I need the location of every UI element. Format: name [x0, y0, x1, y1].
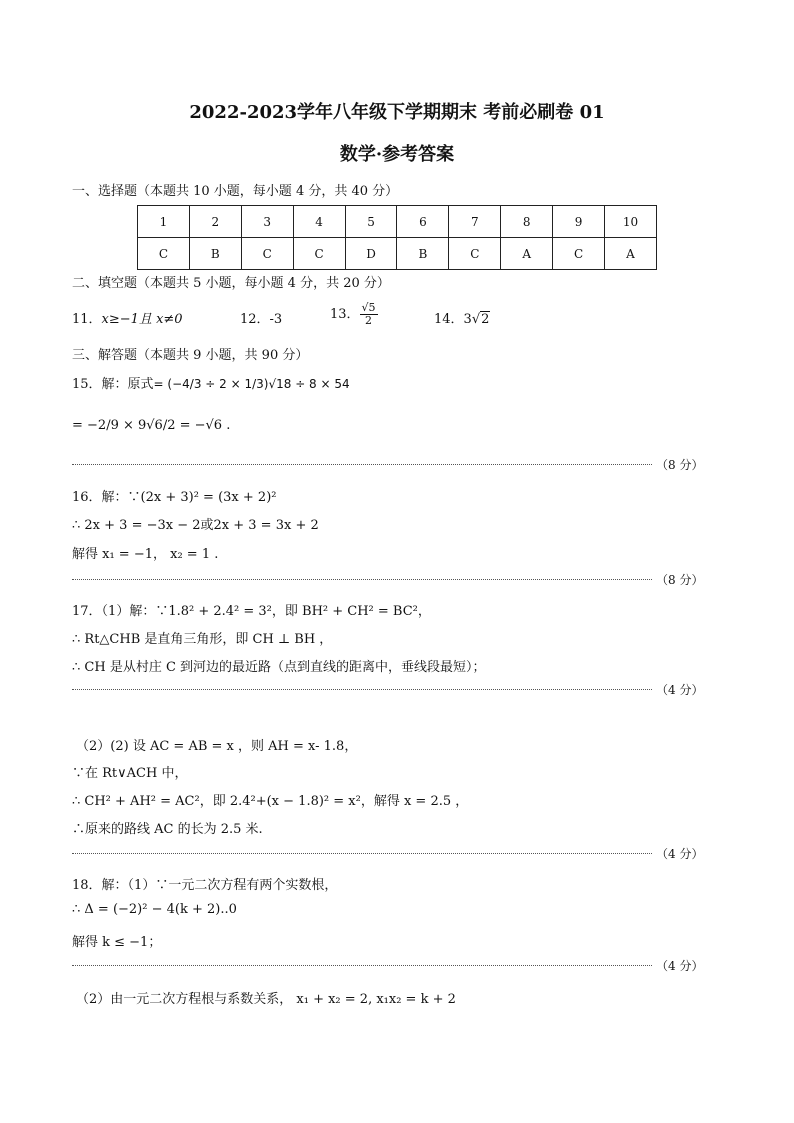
question-number-cell: 3 [241, 206, 293, 238]
answer-q14: 14．3√2 [434, 312, 490, 327]
question-number-cell: 8 [501, 206, 553, 238]
question-number-cell: 7 [449, 206, 501, 238]
answer-cell: A [501, 238, 553, 270]
section-heading-choice: 一、选择题（本题共 10 小题，每小题 4 分，共 40 分） [72, 184, 399, 199]
q17-line7: ∴原来的路线 AC 的长为 2.5 米. [72, 822, 263, 837]
answer-cell: B [397, 238, 449, 270]
q16-line3: 解得 x₁ = −1， x₂ = 1 . [72, 547, 219, 562]
dotted-leader [72, 689, 652, 690]
q14-label: 14． [434, 312, 464, 327]
dotted-leader [72, 853, 652, 854]
q18-line1: 18．解：（1）∵一元二次方程有两个实数根， [72, 878, 338, 893]
page-title: 2022-2023学年八年级下学期期末 考前必刷卷 01 [189, 102, 605, 123]
answer-table [137, 205, 657, 270]
answer-cell: D [345, 238, 397, 270]
q17-score2: （4 分） [656, 847, 704, 861]
answer-cell: C [553, 238, 605, 270]
page-subtitle: 数学·参考答案 [339, 144, 455, 165]
q13-denominator: 2 [365, 314, 373, 327]
answer-cell: A [605, 238, 657, 270]
q17-line3: ∴ CH 是从村庄 C 到河边的最近路（点到直线的距离中，垂线段最短）； [72, 660, 486, 675]
question-number-cell: 2 [189, 206, 241, 238]
q18-line3: 解得 k ≤ −1； [72, 935, 162, 950]
section-heading-solve: 三、解答题（本题共 9 小题，共 90 分） [72, 348, 309, 363]
q17-line2: ∴ Rt△CHB 是直角三角形，即 CH ⊥ BH ， [72, 632, 333, 647]
answer-table-answer-row [138, 238, 657, 270]
question-number-cell: 5 [345, 206, 397, 238]
q17-line6: ∴ CH² + AH² = AC²，即 2.4²+(x − 1.8)² = x²，解得 x = 2.5 ， [72, 794, 469, 809]
answer-cell: C [449, 238, 501, 270]
answer-cell: C [241, 238, 293, 270]
question-number-cell: 10 [605, 206, 657, 238]
q17-line5: ∵在 Rt∨ACH 中， [72, 766, 188, 781]
answer-cell: B [189, 238, 241, 270]
q17-line4: （2）(2) 设 AC = AB = x ，则 AH = x- 1.8， [76, 739, 358, 754]
answer-q13 [330, 302, 378, 327]
section-heading-fill: 二、填空题（本题共 5 小题，每小题 4 分，共 20 分） [72, 276, 390, 291]
q11-text: x≥−1且 x≠0 [101, 312, 183, 327]
q15-score: （8 分） [656, 458, 704, 472]
dotted-leader [72, 965, 652, 966]
question-number-cell: 6 [397, 206, 449, 238]
q16-line2: ∴ 2x + 3 = −3x − 2或2x + 3 = 3x + 2 [72, 518, 319, 533]
q15-prefix: 15．解：原式 [72, 377, 154, 392]
answer-cell: C [293, 238, 345, 270]
question-number-cell: 1 [138, 206, 190, 238]
dotted-leader [72, 579, 652, 580]
q13-fraction [360, 302, 378, 327]
answer-table-number-row [138, 206, 657, 238]
q15-line2: = −2/9 × 9√6/2 = −√6 . [72, 418, 231, 433]
q18-line4: （2）由一元二次方程根与系数关系， x₁ + x₂ = 2, x₁x₂ = k + 2 [76, 992, 456, 1007]
q16-score: （8 分） [656, 573, 704, 587]
q14-coef: 3 [463, 312, 472, 327]
q15-line1 [72, 373, 350, 392]
question-number-cell: 9 [553, 206, 605, 238]
q13-numerator: √5 [361, 301, 376, 314]
q13-label: 13． [330, 307, 360, 322]
q11-label: 11． [72, 312, 102, 327]
q15-expression: = (−4/3 ÷ 2 × 1/3)√18 ÷ 8 × 54 [153, 377, 350, 391]
q14-radicand: 2 [481, 312, 490, 327]
dotted-leader [72, 464, 652, 465]
answer-q11 [72, 308, 183, 327]
answer-q12: 12．-3 [240, 312, 283, 327]
q17-line1: 17．（1）解：∵1.8² + 2.4² = 3²，即 BH² + CH² = BC²， [72, 604, 431, 619]
q18-line2: ∴ Δ = (−2)² − 4(k + 2)..0 [72, 902, 237, 917]
q17-score1: （4 分） [656, 683, 704, 697]
answer-cell: C [138, 238, 190, 270]
q18-score: （4 分） [656, 959, 704, 973]
question-number-cell: 4 [293, 206, 345, 238]
q16-line1: 16．解：∵(2x + 3)² = (3x + 2)² [72, 490, 277, 505]
